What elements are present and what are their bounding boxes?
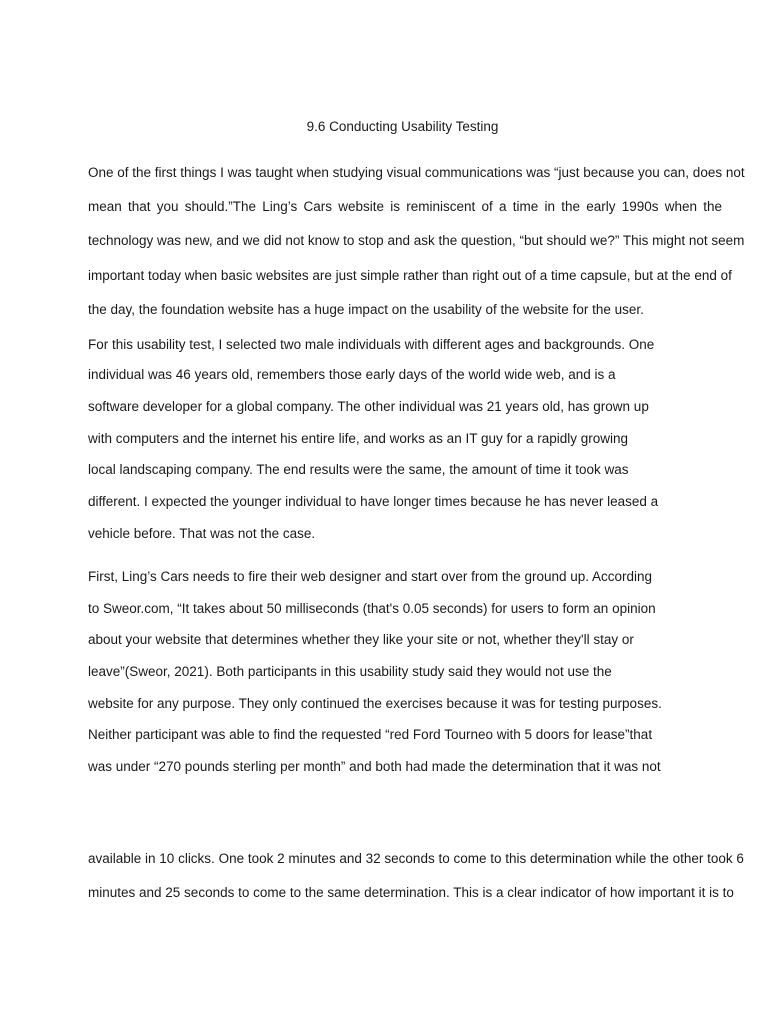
paragraph-3-line-3: about your website that determines whether they like your site or not, whether they'll stay or <box>88 632 634 647</box>
page-title: 9.6 Conducting Usability Testing <box>306 119 499 134</box>
paragraph-1-line-1: One of the first things I was taught when studying visual communications was “just because you can, does not <box>88 165 745 180</box>
paragraph-4-line-1: available in 10 clicks. One took 2 minutes and 32 seconds to come to this determination while the other took 6 <box>88 851 744 866</box>
paragraph-4-line-2: minutes and 25 seconds to come to the same determination. This is a clear indicator of how important it is to <box>88 885 734 900</box>
paragraph-2-line-1: For this usability test, I selected two male individuals with different ages and backgrounds. One <box>88 337 655 352</box>
paragraph-2-line-7: vehicle before. That was not the case. <box>88 526 316 541</box>
paragraph-3-line-5: website for any purpose. They only continued the exercises because it was for testing purposes. <box>88 696 662 711</box>
paragraph-1-line-2: mean that you should.”The Ling’s Cars website is reminiscent of a time in the early 1990s when the <box>88 199 722 214</box>
paragraph-3-line-7: was under “270 pounds sterling per month” and both had made the determination that it was not <box>88 759 661 774</box>
paragraph-1-line-3: technology was new, and we did not know to stop and ask the question, “but should we?” This might not seem <box>88 233 745 248</box>
paragraph-2-line-3: software developer for a global company. The other individual was 21 years old, has grown up <box>88 399 649 414</box>
paragraph-3-line-4: leave”(Sweor, 2021). Both participants in this usability study said they would not use the <box>88 664 612 679</box>
paragraph-3-line-2: to Sweor.com, “It takes about 50 milliseconds (that's 0.05 seconds) for users to form an opinion <box>88 601 656 616</box>
paragraph-1-line-4: important today when basic websites are just simple rather than right out of a time capsule, but at the end of <box>88 268 732 283</box>
paragraph-2-line-2: individual was 46 years old, remembers those early days of the world wide web, and is a <box>88 367 616 382</box>
paragraph-1-line-5: the day, the foundation website has a huge impact on the usability of the website for the user. <box>88 302 644 317</box>
paragraph-2-line-4: with computers and the internet his entire life, and works as an IT guy for a rapidly growing <box>88 431 629 446</box>
paragraph-2-line-5: local landscaping company. The end results were the same, the amount of time it took was <box>88 462 629 477</box>
paragraph-3-line-6: Neither participant was able to find the requested “red Ford Tourneo with 5 doors for lease”that <box>88 727 653 742</box>
paragraph-2-line-6: different. I expected the younger individual to have longer times because he has never leased a <box>88 494 659 509</box>
paragraph-3-line-1: First, Ling’s Cars needs to fire their web designer and start over from the ground up. According <box>88 569 653 584</box>
